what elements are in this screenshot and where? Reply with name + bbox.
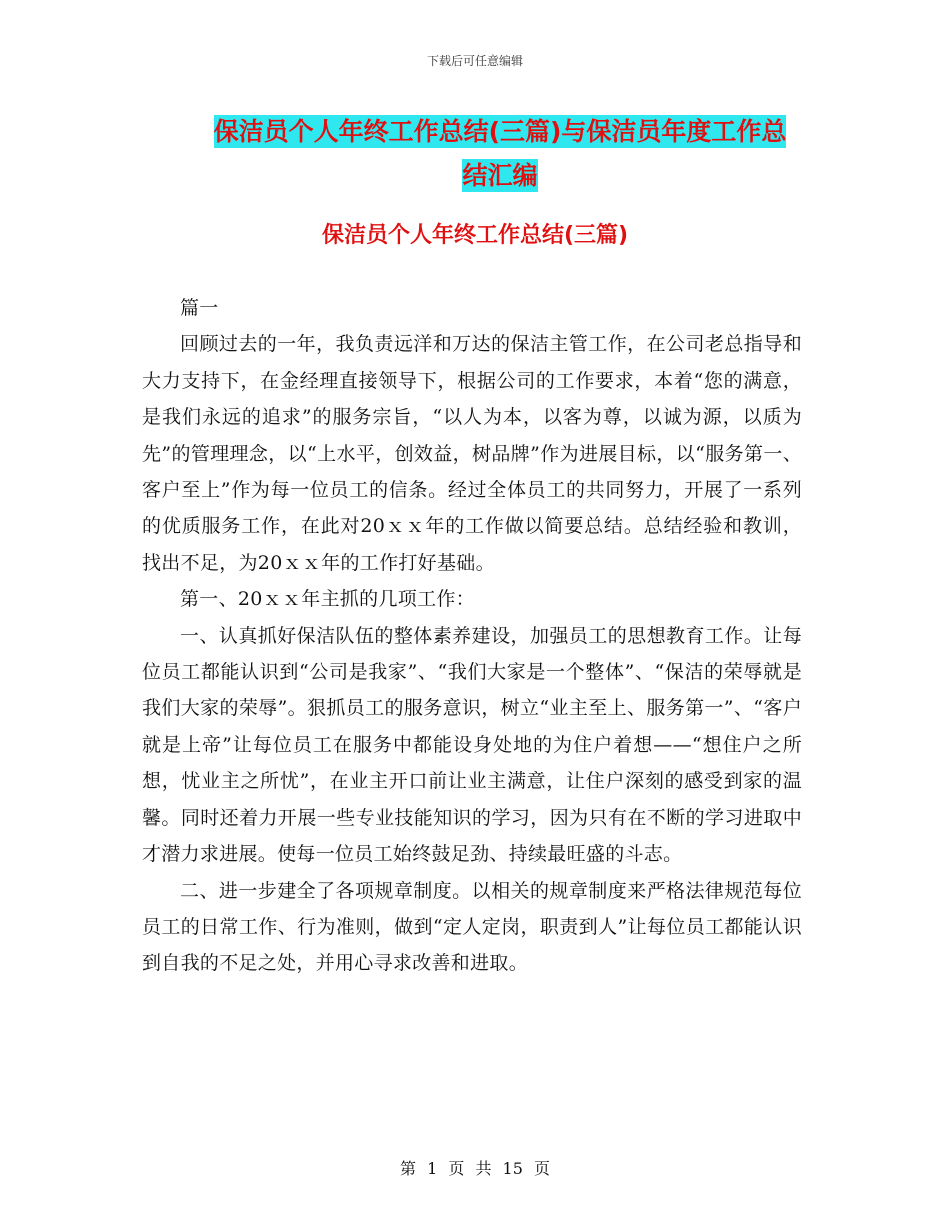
paragraph-intro: 回顾过去的一年，我负责远洋和万达的保洁主管工作，在公司老总指导和大力支持下，在金经理直接领导下，根据公司的工作要求，本着“您的满意，是我们永远的追求”的服务宗旨，“以人为本，以客为尊，以诚为源，以质为先”的管理理念，以“上水平，创效益，树品牌”作为进展目标，以“服务第一、客户至上”作为每一位员工的信条。经过全体员工的共同努力，开展了一系列的优质服务工作，在此对20ｘｘ年的工作做以简要总结。总结经验和教训，找出不足，为20ｘｘ年的工作打好基础。 [142, 333, 802, 574]
title-line-1: 保洁员个人年终工作总结(三篇)与保洁员年度工作总 [213, 117, 787, 146]
page-footer: 第 1 页 共 15 页 [400, 1159, 550, 1178]
paragraph-heading-first: 第一、20ｘｘ年主抓的几项工作： [180, 588, 475, 611]
title-line-2: 结汇编 [462, 161, 538, 190]
paragraph-item-one: 一、认真抓好保洁队伍的整体素养建设，加强员工的思想教育工作。让每位员工都能认识到“公司是我家”、“我们大家是一个整体”、“保洁的荣辱就是我们大家的荣辱”。狠抓员工的服务意识，树立“业主至上、服务第一”、“客户就是上帝”让每位员工在服务中都能设身处地的为住户着想——“想住户之所想，忧业主之所忧”，在业主开口前让业主满意，让住户深刻的感受到家的温馨。同时还着力开展一些专业技能知识的学习，因为只有在不断的学习进取中才潜力求进展。使每一位员工始终鼓足劲、持续最旺盛的斗志。 [142, 624, 802, 866]
paragraph-item-two: 二、进一步建全了各项规章制度。以相关的规章制度来严格法律规范每位员工的日常工作、行为准则，做到“定人定岗，职责到人”让每位员工都能认识到自我的不足之处，并用心寻求改善和进取。 [142, 879, 802, 975]
paragraph-section-label: 篇一 [180, 297, 219, 319]
document-body [142, 290, 802, 982]
document-title [150, 110, 850, 198]
header-note: 下载后可任意编辑 [426, 54, 523, 68]
section-title: 保洁员个人年终工作总结(三篇) [321, 223, 629, 248]
